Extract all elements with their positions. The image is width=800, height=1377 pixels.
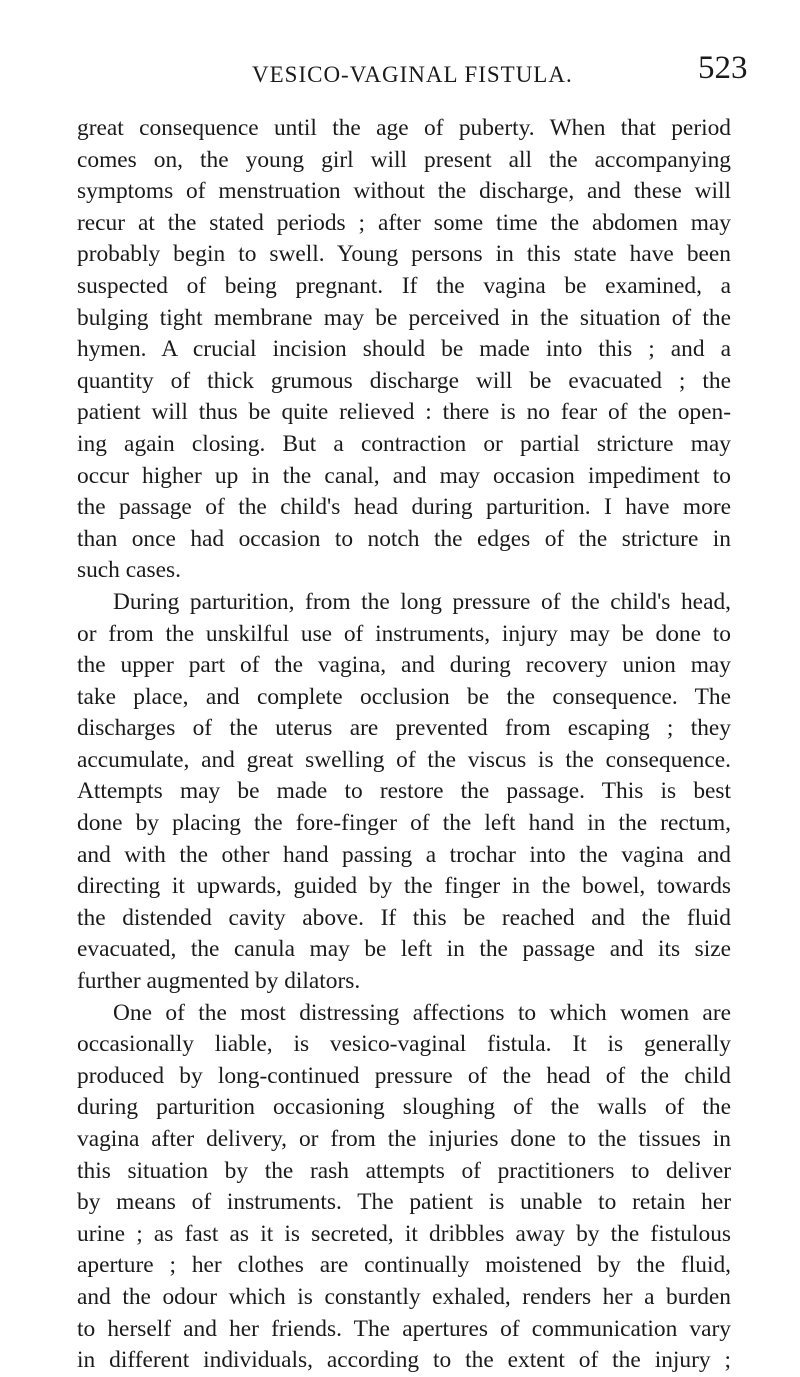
text-line: recur at the stated periods ; after some time the abdomen may [77,209,731,236]
text-line: produced by long-continued pressure of the head of the child [77,1062,731,1089]
text-line: the distended cavity above. If this be reached and the fluid [77,904,731,931]
text-line: occur higher up in the canal, and may occasion impediment to [77,462,731,489]
text-line: aperture ; her clothes are continually moistened by the fluid, [77,1252,731,1279]
text-line: Attempts may be made to restore the passage. This is best [77,778,731,805]
text-line: evacuated, the canula may be left in the passage and its size [77,936,731,963]
text-line: or from the unskilful use of instruments, injury may be done to [77,620,731,647]
body-text [77,113,731,1377]
text-line: by means of instruments. The patient is unable to retain her [77,1189,731,1216]
text-line: this situation by the rash attempts of practitioners to deliver [77,1157,731,1184]
text-line: great consequence until the age of puberty. When that period [77,115,731,141]
paragraph-start-line: One of the most distressing affections to which women are [113,999,731,1026]
text-line: quantity of thick grumous discharge will be evacuated ; the [77,367,731,394]
text-line: suspected of being pregnant. If the vagina be examined, a [77,272,731,299]
text-line: patient will thus be quite relieved : there is no fear of the open- [77,399,731,426]
text-line: take place, and complete occlusion be the consequence. The [77,683,731,710]
text-line: and the odour which is constantly exhaled, renders her a burden [77,1283,731,1310]
text-line: and with the other hand passing a trochar into the vagina and [77,841,731,868]
paragraph-end-line: further augmented by dilators. [77,968,361,995]
text-line: bulging tight membrane may be perceived in the situation of the [77,304,731,331]
text-line: vagina after delivery, or from the injuries done to the tissues in [77,1126,731,1152]
text-line: hymen. A crucial incision should be made into this ; and a [77,336,731,363]
text-line: comes on, the young girl will present all the accompanying [77,146,731,173]
running-head-title: VESICO-VAGINAL FISTULA. [252,62,573,87]
text-line: discharges of the uterus are prevented from escaping ; they [77,715,731,742]
text-line: than once had occasion to notch the edges of the stricture in [77,525,731,552]
text-line: done by placing the fore-finger of the left hand in the rectum, [77,810,731,837]
text-line: occasionally liable, is vesico-vaginal fistula. It is generally [77,1031,731,1058]
page-number: 523 [698,50,748,86]
text-line: ing again closing. But a contraction or partial stricture may [77,430,731,457]
text-line: urine ; as fast as it is secreted, it dribbles away by the fistulous [77,1220,731,1247]
text-line: symptoms of menstruation without the discharge, and these will [77,178,731,205]
text-line: the upper part of the vagina, and during recovery union may [77,652,731,679]
paragraph-end-line: such cases. [77,557,181,584]
text-line: directing it upwards, guided by the finger in the bowel, towards [77,873,731,900]
text-line: probably begin to swell. Young persons in this state have been [77,241,731,268]
paragraph-start-line: During parturition, from the long pressure of the child's head, [113,588,731,615]
text-line: during parturition occasioning sloughing of the walls of the [77,1094,731,1121]
text-line: accumulate, and great swelling of the viscus is the consequence. [77,746,731,773]
text-line: the passage of the child's head during parturition. I have more [77,494,731,521]
text-line: to herself and her friends. The apertures of communication vary [77,1315,731,1342]
text-line: in different individuals, according to the extent of the injury ; [77,1347,731,1374]
